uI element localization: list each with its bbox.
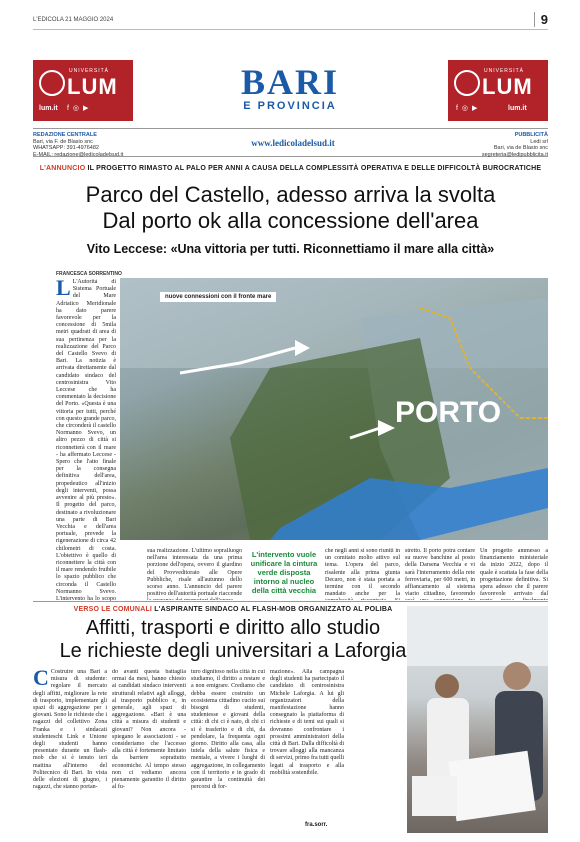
article1-pullquote: L'intervento vuole unificare la cintura verde disposta intorno al nucleo della città vecchia: [250, 550, 318, 595]
flashmob-figures: [407, 606, 548, 833]
article1-byline: FRANCESCA SORRENTINO: [56, 271, 122, 277]
lum-ad-left[interactable]: UNIVERSITÀ LUM lum.it f ◎ ▶: [33, 60, 133, 121]
social-icons: f ◎ ▶: [67, 105, 90, 112]
website-link[interactable]: www.ledicoladelsud.it: [251, 138, 335, 148]
castle-park-rendering: [120, 278, 548, 540]
article2-headline-2: Le richieste degli universitari a Laforgia: [59, 640, 407, 662]
pubblicita-info: PUBBLICITÀ Ledi srl Bari, via de Blasio snc segreteria@ledipubblicita.it: [481, 132, 548, 158]
connections-label: nuove connessioni con il fronte mare: [160, 292, 276, 302]
social-icons: f ◎ ▶: [456, 105, 479, 112]
article1-headline-2: Dal porto ok alla concessione dell'area: [102, 208, 479, 233]
article1-col1: L L'Autorità di Sistema Portuale del Mare Adriatico Meridionale ha dato parere favorevole per la concessione di 5mila metri quadrati di area di sua pertinenza per la realizzazione del Parco del Castello Svevo di Bari. La notizia è arrivata direttamente dal candidato sindaco del centrosinistra Vito Leccese che ha commentato la decisione del Porto. «Questa è una vittoria per tutti, perché con questo grande parco, che circonderà il castello Normanno Svevo, un altro pezzo di città si riconnetterà con il mare - ha affermato Leccese - Spero che l'atto finale per la consegna definitiva dell'area, propedeutico all'inizio degli interventi, possa avvenire al più presto». Il progetto del parco, destinato a rivoluzionare una parte di Bari Vecchia e dell'area portuale, prevede la rigenerazione di circa 42 chilometri di costa. L'obiettivo è quello di riconnettere la città con il mare rendendo fruibile lo spazio pubblico che circonda il Castello Normanno Svevo. L'intervento ha lo scopo: [56, 279, 116, 601]
masthead-subtitle: E PROVINCIA: [243, 100, 337, 112]
redazione-bar: [33, 128, 548, 157]
redazione-info: REDAZIONE CENTRALE Bari, via F. de Blasio snc WHATSAPP: 391-4976482 E-MAIL: redazione@ledicoladelsud.it: [33, 132, 124, 158]
article2-col4: mazione». Alla campagna degli studenti ha partecipato il candidato di centrosinistra Michele Laforgia. A lui gli organizzatori della manifestazione hanno consegnato la piattaforma di richieste e di temi sui quali si dovranno confrontare i prossimi amministratori della città di Bari. Dalla difficoltà di trovare alloggi alla mancanza di servizi, primo fra tutti quelli legati al trasporto e alla mobilità sostenibile.: [270, 669, 344, 776]
article1-kicker: L'ANNUNCIO IL PROGETTO RIMASTO AL PALO PER ANNI A CAUSA DELLA COMPLESSITÀ OPERATIVA E DELLE DIFFICOLTÀ BUROCRATICHE: [39, 165, 542, 172]
lum-ad-right[interactable]: UNIVERSITÀ LUM lum.it f ◎ ▶: [448, 60, 548, 121]
article1-subhead: Vito Leccese: «Una vittoria per tutti. Riconnettiamo il mare alla città»: [86, 242, 495, 256]
article2-col1: C Costruire una Bari a misura di studente: regolare il mercato degli affitti, migliorare la rete di trasporto, implementare gli spazi di aggregazione per i giovani. Sono le richieste che i ragazzi del collettivo Zona Franka e i sindacati studenteschi Link e Unione degli studenti hanno presentato durante un flash-mob che si è tenuto ieri mattina all'interno del Politecnico di Bari. In vista delle elezioni di giugno, i ragazzi, che stanno portan-: [33, 669, 107, 791]
article1-col2: sua realizzazione. L'ultimo sopralluogo nell'area interessata da una prima porzione dell'opera, ovvero il giardino del Provveditorato alle Opere Pubbliche, risale all'autunno dello scorso anno. L'annuncio del parere positivo dell'autorità portuale riaccende: [147, 548, 242, 598]
lum-logo: LUM: [482, 74, 533, 99]
article2-col3: turo dignitoso nella città in cui studiamo, il diritto a restare e a non emigrare. Crediamo che debba essere costruito un ecosistema cittadino cucito sui bisogni di studenti, studentesse e giovani della città: di chi ci è nato, di chi ci si è trasferito e di chi, da pendolare, la frequenta ogni giorno. Diritto alla casa, alla tutela della salute fisica e mentale, a vivere i luoghi di aggregazione, in collegamento con il territorio e in grado di garantire la continuità dei percorsi di for-: [191, 669, 265, 791]
article1-col4: stretto. Il porto potrà contare su nuove banchine al posto della Darsena Vecchia e vi sarà l'interramento della rete ferroviaria, per 600 metri, in affiancamento al sistema viario cittadino, favorendo: [405, 548, 475, 598]
article2-headline-1: Affitti, trasporti e diritto allo studio: [85, 617, 381, 639]
flashmob-photo: [407, 606, 548, 833]
masthead-title: BARI: [240, 62, 340, 102]
article1-col5: Un progetto ammesso a finanziamento ministeriale da inizio 2022, dopo il quale è scattata la fase della progettazione definitiva. Si spera adesso che il parere favorevole arrivato dal: [480, 548, 548, 598]
article2-col2: do avanti questa battaglia ormai da mesi, hanno chiesto ai candidati sindaco interventi strutturali relativi agli alloggi, al trasporto pubblico e, in generale, agli spazi di aggregazione. «Bari è una città a misura di studenti e giovani? Non ancora - spiegano le associazioni - se consideriamo che l'accesso alla città è fortemente limitato da barriere soprattutto economiche. Al tempo stesso non ci vediamo ancora pienamente garantito il diritto al fu-: [112, 669, 186, 791]
article2-kicker: VERSO LE COMUNALI L'ASPIRANTE SINDACO AL FLASH-MOB ORGANIZZATO AL POLIBA: [73, 606, 393, 613]
lum-crest-icon: [454, 70, 480, 96]
article-separator: [33, 601, 548, 602]
article1-headline-1: Parco del Castello, adesso arriva la svolta: [85, 182, 496, 207]
lum-logo: LUM: [67, 74, 118, 99]
page-number: 9: [534, 12, 548, 27]
page-header: [33, 12, 548, 30]
article2-signature: fra.sorr.: [305, 822, 328, 828]
porto-label: PORTO: [395, 396, 502, 429]
article1-col3: che negli anni si sono riuniti in un comitato molto attivo sul tema. L'opera del parco, risalente alla prima giunta Decaro, non è stata portata a termine con il secondo mandato anche per la: [325, 548, 400, 598]
lum-crest-icon: [39, 70, 65, 96]
header-date: L'EDICOLA 21 MAGGIO 2024: [33, 17, 114, 23]
